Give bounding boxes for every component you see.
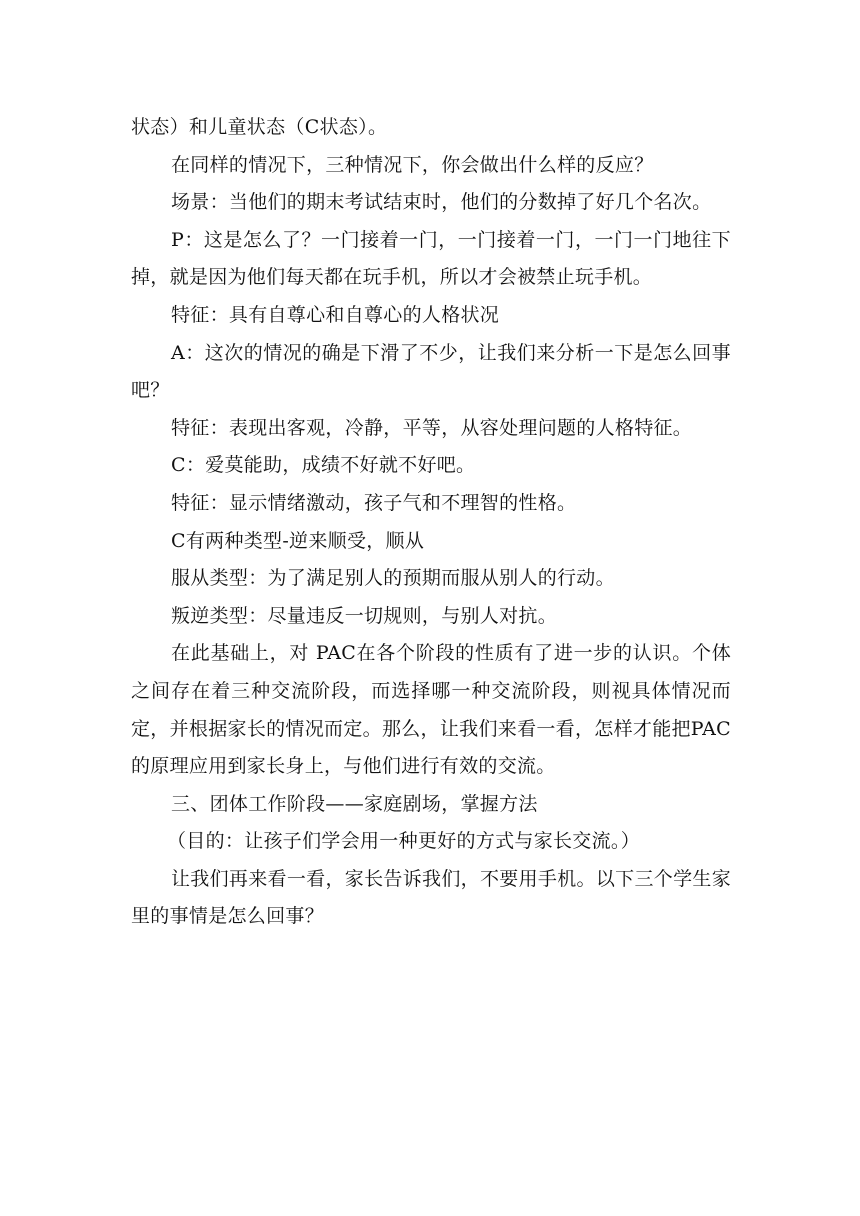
paragraph-7: 特征：表现出客观，冷静，平等，从容处理问题的人格特征。 bbox=[171, 416, 693, 439]
paragraph-11: 服从类型：为了满足别人的预期而服从别人的行动。 bbox=[171, 567, 615, 590]
paragraph-10: C有两种类型-逆来顺受，顺从 bbox=[171, 529, 425, 552]
paragraph-3: 场景：当他们的期末考试结束时，他们的分数掉了好几个名次。 bbox=[171, 191, 712, 214]
section-heading: 三、团体工作阶段——家庭剧场，掌握方法 bbox=[171, 792, 538, 815]
paragraph-2: 在同样的情况下，三种情况下，你会做出什么样的反应？ bbox=[171, 153, 654, 176]
paragraph-12: 叛逆类型：尽量违反一切规则，与别人对抗。 bbox=[171, 604, 558, 627]
paragraph-13: 在此基础上，对 PAC在各个阶段的性质有了进一步的认识。个体之间存在着三种交流阶段，而选择哪一种交流阶段，则视具体情况而定，并根据家长的情况而定。那么，让我们来看一看，怎样才能把PAC的原理应用到家长身上，与他们进行有效的交流。 bbox=[131, 642, 731, 778]
paragraph-4: P：这是怎么了？一门接着一门，一门接着一门，一门一门地往下掉，就是因为他们每天都在玩手机，所以才会被禁止玩手机。 bbox=[131, 228, 731, 289]
paragraph-5: 特征：具有自尊心和自尊心的人格状况 bbox=[171, 303, 500, 326]
paragraph-6: A：这次的情况的确是下滑了不少，让我们来分析一下是怎么回事吧？ bbox=[131, 341, 731, 402]
paragraph-16: 让我们再来看一看，家长告诉我们，不要用手机。以下三个学生家里的事情是怎么回事？ bbox=[131, 867, 731, 928]
paragraph-1: 状态）和儿童状态（C状态）。 bbox=[131, 116, 388, 138]
document-body bbox=[131, 109, 731, 936]
paragraph-purpose: （目的：让孩子们学会用一种更好的方式与家长交流。） bbox=[167, 830, 641, 853]
paragraph-9: 特征：显示情绪激动，孩子气和不理智的性格。 bbox=[171, 491, 577, 514]
paragraph-8: C：爱莫能助，成绩不好就不好吧。 bbox=[171, 454, 476, 477]
